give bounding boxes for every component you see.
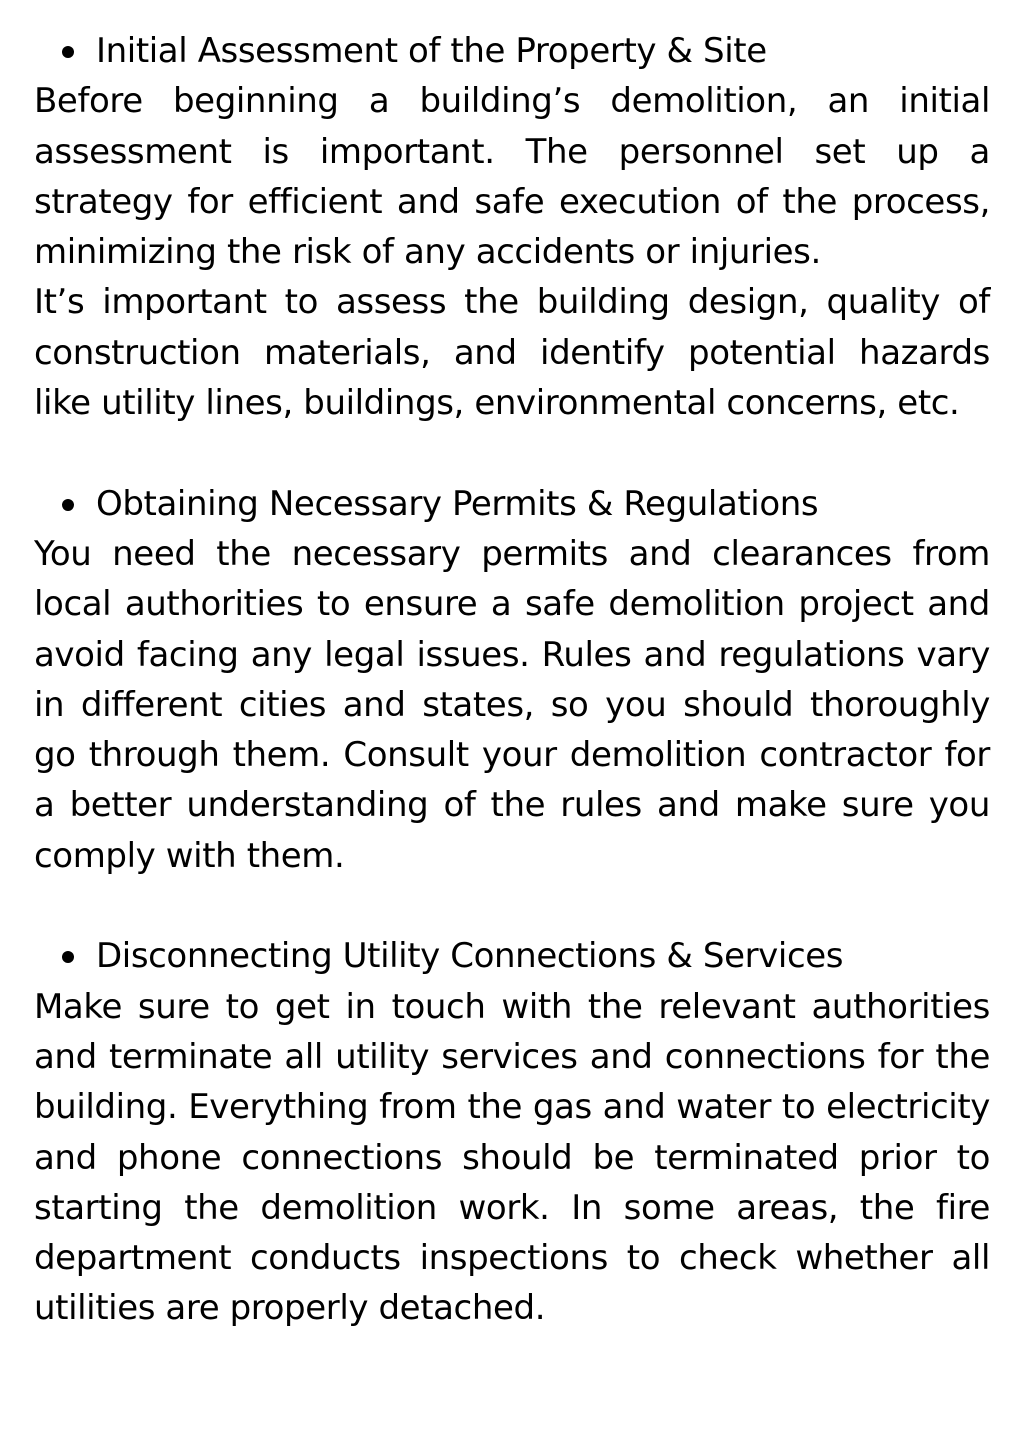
section-heading: Disconnecting Utility Connections & Services	[96, 936, 844, 977]
paragraph: It’s important to assess the building design, quality of construction materials, and identify potential hazards like utility lines, buildings, environmental concerns, etc.	[34, 282, 990, 424]
section-initial-assessment	[34, 26, 990, 428]
section-heading: Obtaining Necessary Permits & Regulations	[96, 483, 819, 524]
bullet-heading	[34, 479, 990, 529]
paragraph: Make sure to get in touch with the relevant authorities and terminate all utility services and connections for the building. Everything from the gas and water to electricity and phone connections should be terminated prior to starting the demolition work. In some areas, the fire department conducts inspections to check whether all utilities are properly detached.	[34, 986, 990, 1329]
bullet-heading	[34, 931, 990, 981]
section-permits	[34, 479, 990, 881]
section-heading: Initial Assessment of the Property & Site	[96, 31, 767, 71]
document-page	[34, 26, 990, 1334]
bullet-dot-icon	[62, 46, 74, 58]
bullet-heading	[34, 26, 990, 76]
paragraph: You need the necessary permits and clearances from local authorities to ensure a safe demolition project and avoid facing any legal issues. Rules and regulations vary in different cities and states, so you should thoroughly go through them. Consult your demolition contractor for a better understanding of the rules and make sure you comply with them.	[34, 533, 990, 876]
section-utilities	[34, 931, 990, 1333]
bullet-dot-icon	[62, 499, 74, 511]
bullet-dot-icon	[62, 951, 74, 963]
paragraph: Before beginning a building’s demolition, an initial assessment is important. The personnel set up a strategy for efficient and safe execution of the process, minimizing the risk of any accidents or injuries.	[34, 81, 990, 273]
